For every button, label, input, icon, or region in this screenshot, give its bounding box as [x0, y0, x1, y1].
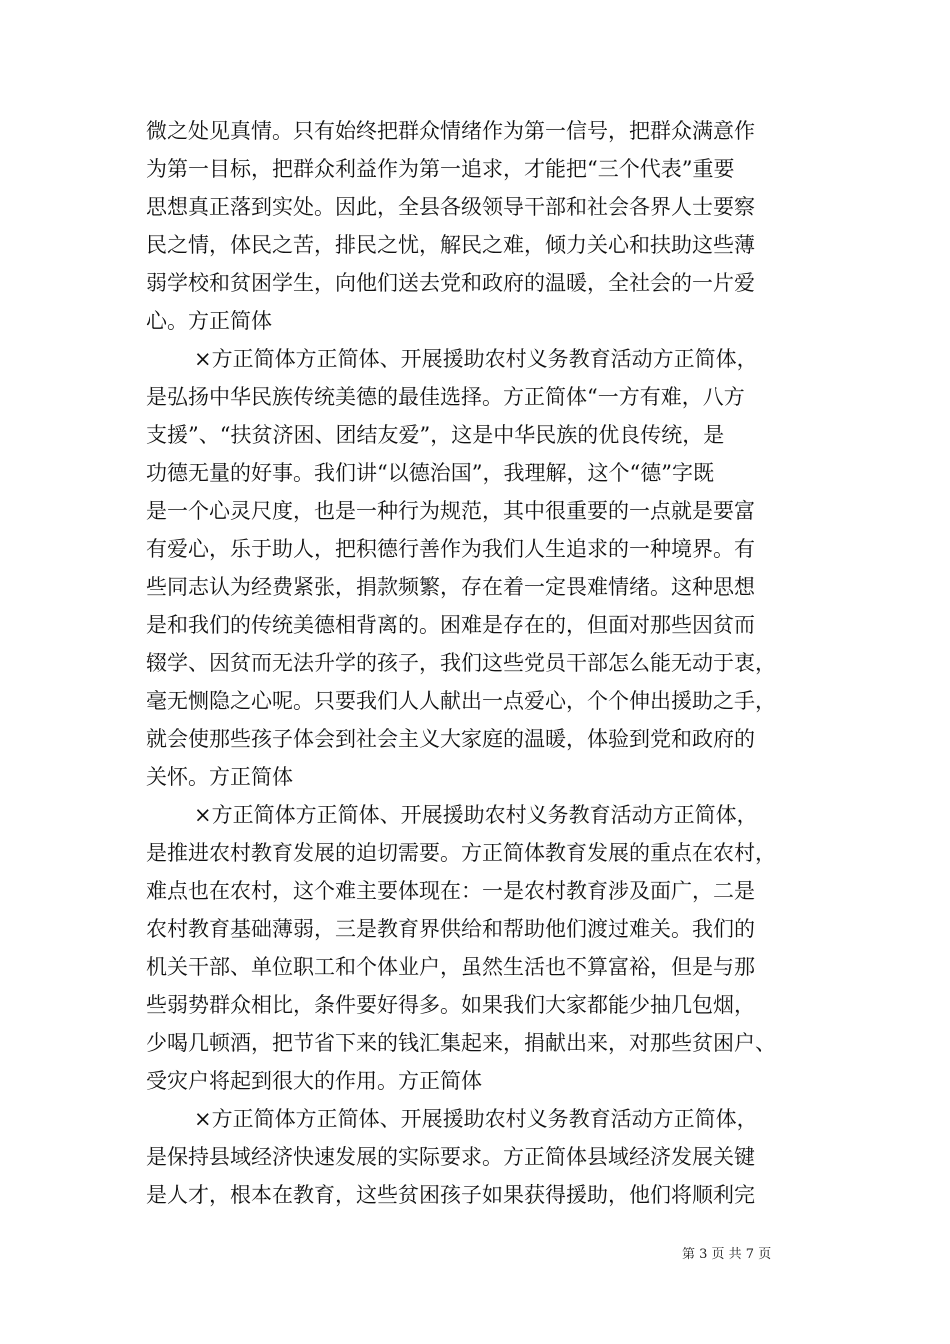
text-line: 为第一目标，把群众利益作为第一追求，才能把“三个代表”重要	[146, 157, 735, 181]
text-line: 是推进农村教育发展的迫切需要。方正简体教育发展的重点在农村，	[146, 841, 776, 865]
text-line: 是保持县域经济快速发展的实际要求。方正简体县域经济发展关键	[146, 1145, 755, 1169]
paragraph-3	[146, 796, 808, 1100]
text-line: ×方正简体方正简体、开展援助农村义务教育活动方正简体，	[194, 347, 758, 371]
text-line: 农村教育基础薄弱，三是教育界供给和帮助他们渡过难关。我们的	[146, 917, 755, 941]
text-line: 受灾户将起到很大的作用。方正简体	[146, 1069, 482, 1093]
page-number-footer: 第 3 页 共 7 页	[682, 1247, 772, 1262]
text-line: 思想真正落到实处。因此，全县各级领导干部和社会各界人士要察	[146, 195, 755, 219]
paragraph-1	[146, 112, 808, 340]
text-line: ×方正简体方正简体、开展援助农村义务教育活动方正简体，	[194, 1107, 758, 1131]
text-line: 是和我们的传统美德相背离的。困难是存在的，但面对那些因贫而	[146, 613, 755, 637]
text-line: 些同志认为经费紧张，捐款频繁，存在着一定畏难情绪。这种思想	[146, 575, 755, 599]
text-line: 些弱势群众相比，条件要好得多。如果我们大家都能少抽几包烟，	[146, 993, 755, 1017]
text-line: 关怀。方正简体	[146, 765, 293, 789]
text-line: 毫无恻隐之心呢。只要我们人人献出一点爱心，个个伸出援助之手，	[146, 689, 776, 713]
paragraph-4	[146, 1100, 808, 1214]
text-line: 少喝几顿酒，把节省下来的钱汇集起来，捐献出来，对那些贫困户、	[146, 1031, 776, 1055]
text-line: 心。方正简体	[146, 309, 272, 333]
text-line: 辍学、因贫而无法升学的孩子，我们这些党员干部怎么能无动于衷，	[146, 651, 776, 675]
text-line: ×方正简体方正简体、开展援助农村义务教育活动方正简体，	[194, 803, 758, 827]
text-line: 微之处见真情。只有始终把群众情绪作为第一信号，把群众满意作	[146, 119, 755, 143]
paragraph-2	[146, 340, 808, 796]
text-line: 就会使那些孩子体会到社会主义大家庭的温暖，体验到党和政府的	[146, 727, 755, 751]
text-line: 有爱心，乐于助人，把积德行善作为我们人生追求的一种境界。有	[146, 537, 755, 561]
text-line: 机关干部、单位职工和个体业户，虽然生活也不算富裕，但是与那	[146, 955, 755, 979]
text-line: 是人才，根本在教育，这些贫困孩子如果获得援助，他们将顺利完	[146, 1183, 755, 1207]
text-line: 民之情，体民之苦，排民之忧，解民之难，倾力关心和扶助这些薄	[146, 233, 755, 257]
text-line: 是弘扬中华民族传统美德的最佳选择。方正简体“一方有难，八方	[146, 385, 745, 409]
text-line: 弱学校和贫困学生，向他们送去党和政府的温暖，全社会的一片爱	[146, 271, 755, 295]
document-body	[146, 112, 808, 1214]
text-line: 是一个心灵尺度，也是一种行为规范，其中很重要的一点就是要富	[146, 499, 755, 523]
text-line: 功德无量的好事。我们讲“以德治国”，我理解，这个“德”字既	[146, 461, 714, 485]
text-line: 支援”、“扶贫济困、团结友爱”，这是中华民族的优良传统，是	[146, 423, 725, 447]
text-line: 难点也在农村，这个难主要体现在：一是农村教育涉及面广，二是	[146, 879, 755, 903]
